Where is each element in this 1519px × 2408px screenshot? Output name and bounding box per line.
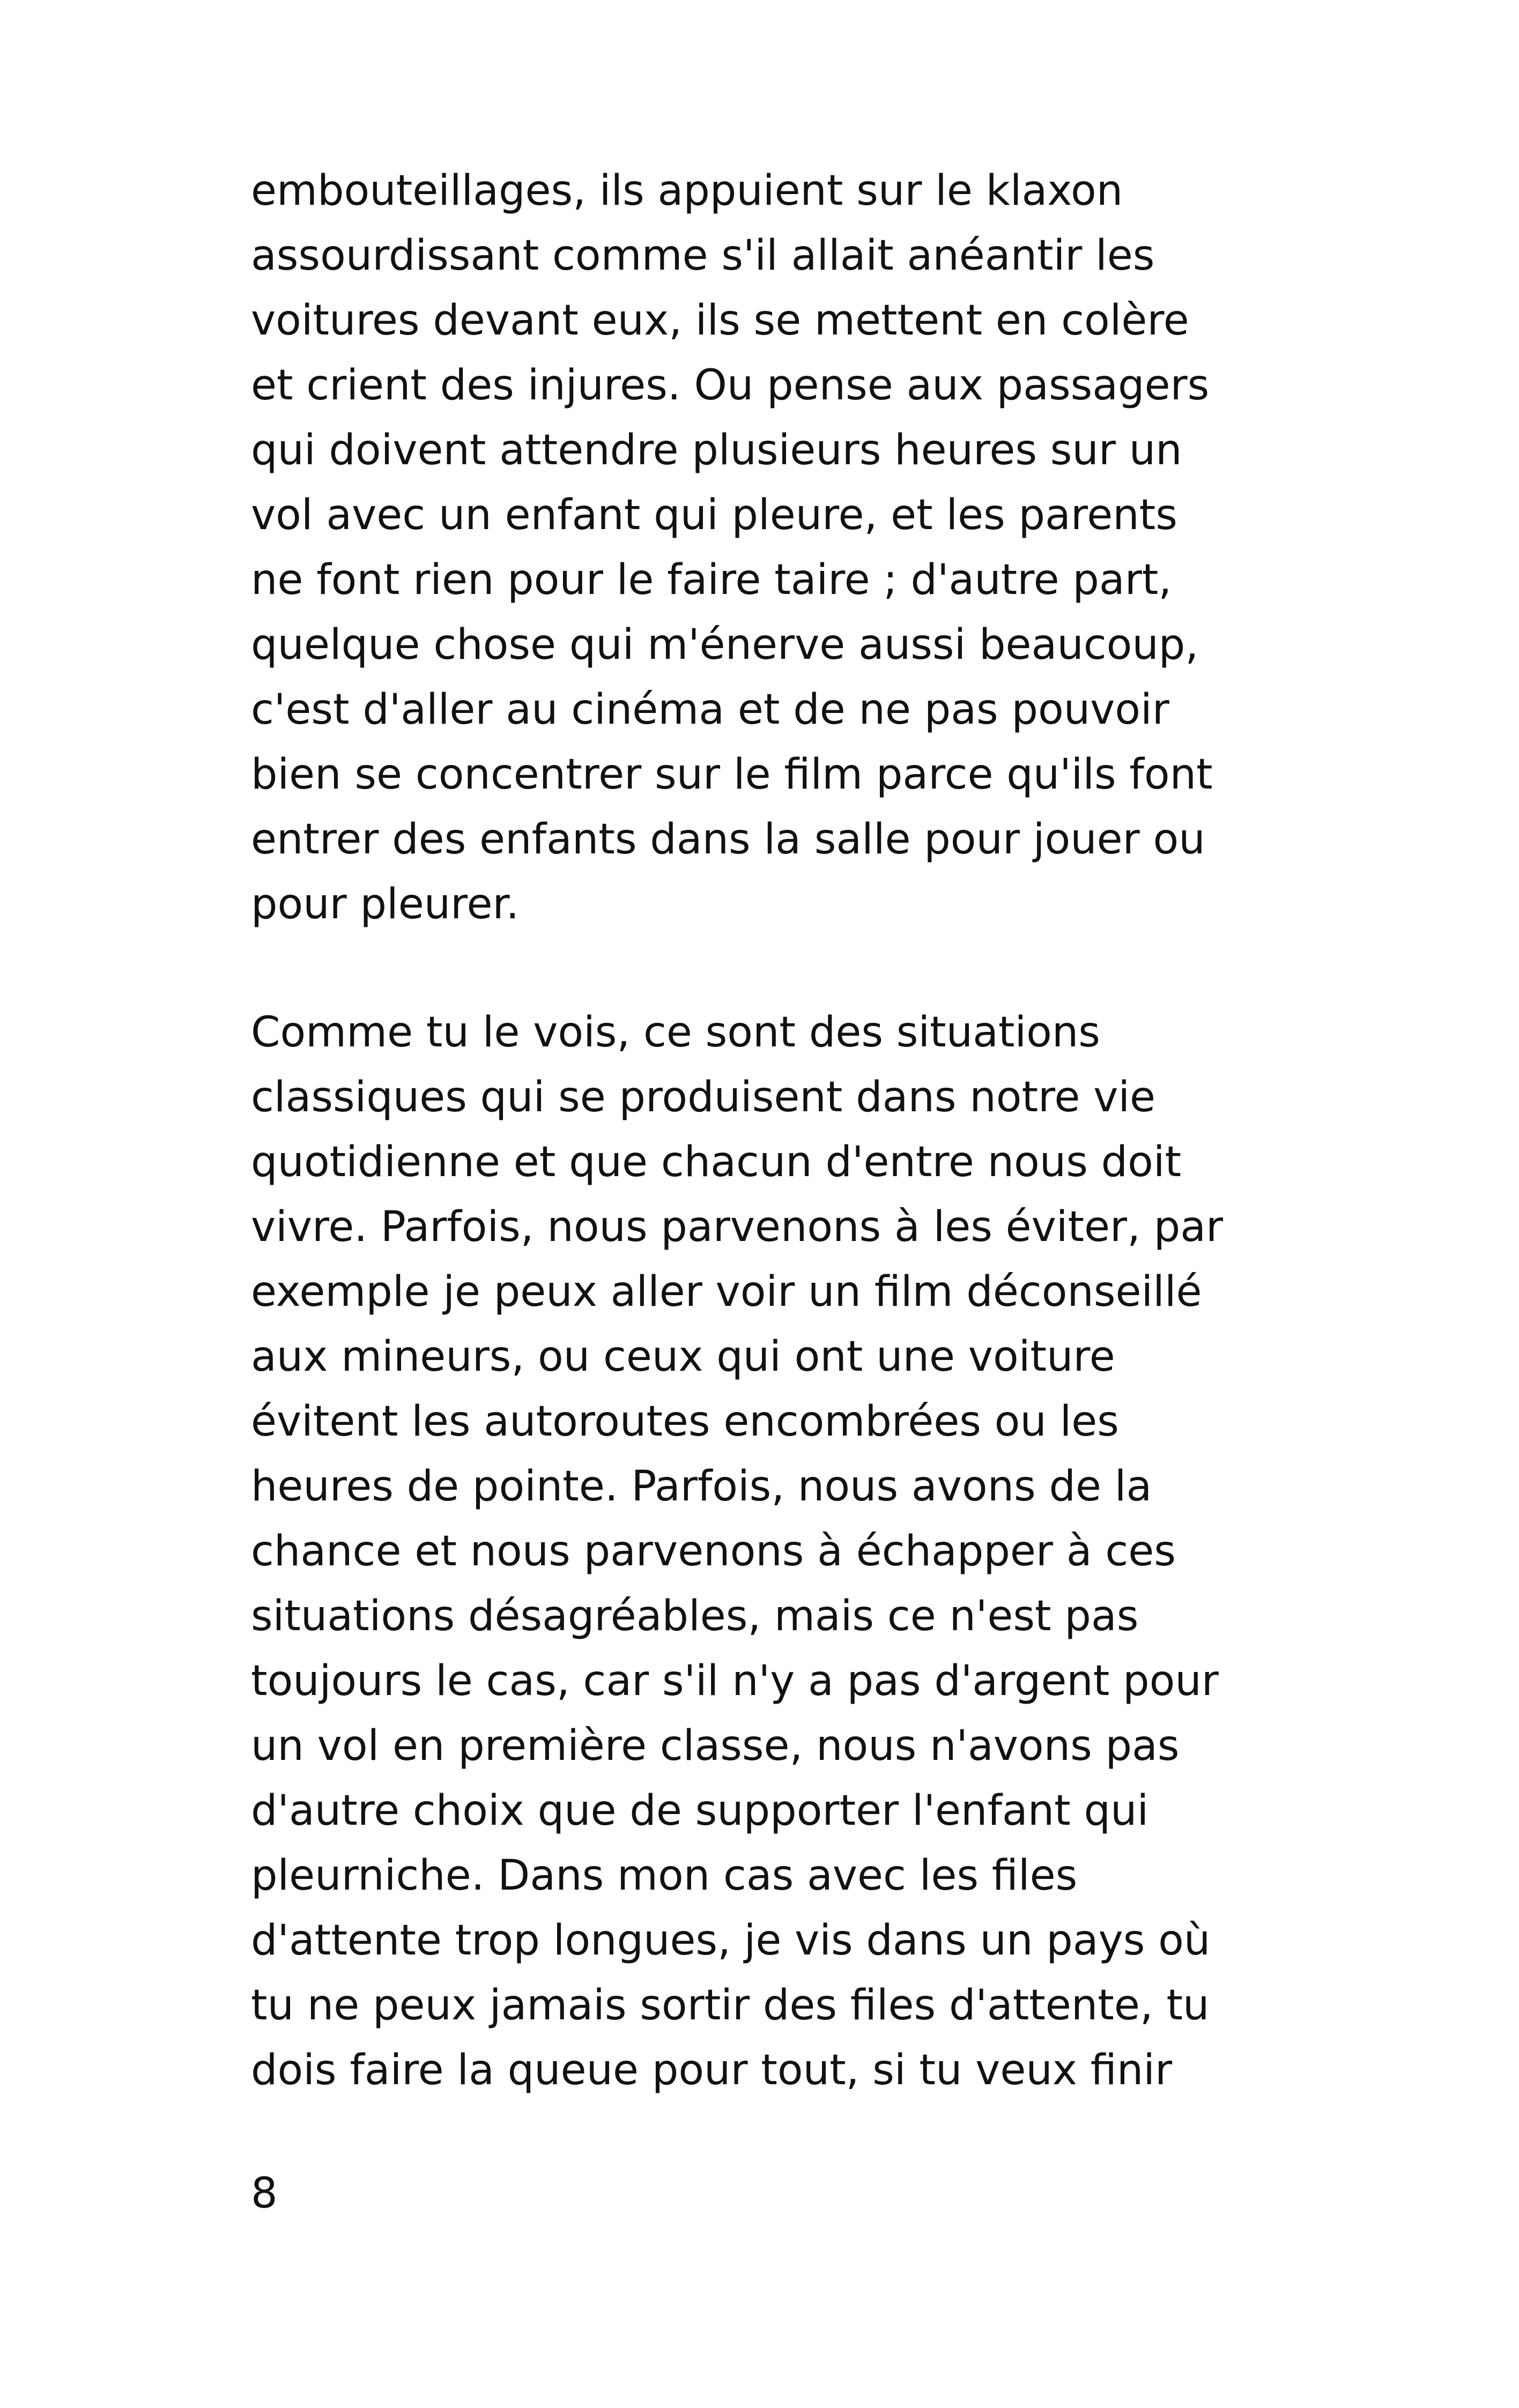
paragraph-line: toujours le cas, car s'il n'y a pas d'argent pour: [251, 1657, 1219, 1705]
paragraph-line: aux mineurs, ou ceux qui ont une voiture: [251, 1333, 1115, 1381]
paragraph-line: voitures devant eux, ils se mettent en colère: [251, 296, 1189, 345]
paragraph-line: exemple je peux aller voir un film déconseillé: [251, 1268, 1202, 1316]
paragraph-line: et crient des injures. Ou pense aux passagers: [251, 361, 1210, 410]
paragraph-line: heures de pointe. Parfois, nous avons de la: [251, 1462, 1152, 1511]
paragraph-line: évitent les autoroutes encombrées ou les: [251, 1398, 1119, 1446]
paragraph-line: quelque chose qui m'énerve aussi beaucoup,: [251, 621, 1199, 669]
paragraph-line: vol avec un enfant qui pleure, et les parents: [251, 491, 1177, 539]
paragraph-line: vivre. Parfois, nous parvenons à les éviter, par: [251, 1203, 1224, 1251]
paragraph-line: tu ne peux jamais sortir des files d'attente, tu: [251, 1981, 1210, 2030]
paragraph-line: dois faire la queue pour tout, si tu veux finir: [251, 2046, 1173, 2094]
paragraph-line: classiques qui se produisent dans notre vie: [251, 1073, 1156, 1121]
paragraph-line: ne font rien pour le faire taire ; d'autre part,: [251, 556, 1172, 604]
paragraph-line: d'autre choix que de supporter l'enfant qui: [251, 1787, 1149, 1835]
paragraph-line: bien se concentrer sur le film parce qu'ils font: [251, 750, 1213, 799]
page-number: 8: [251, 2169, 278, 2218]
paragraph-line: situations désagréables, mais ce n'est pas: [251, 1592, 1139, 1640]
paragraph-line: embouteillages, ils appuient sur le klaxon: [251, 167, 1123, 215]
paragraph-2: [251, 1000, 1302, 2103]
paragraph-line: Comme tu le vois, ce sont des situations: [251, 1008, 1100, 1057]
paragraph-1: [251, 159, 1302, 937]
paragraph-line: d'attente trop longues, je vis dans un pays où: [251, 1916, 1211, 1965]
paragraph-line: un vol en première classe, nous n'avons pas: [251, 1722, 1180, 1770]
paragraph-line: entrer des enfants dans la salle pour jouer ou: [251, 815, 1205, 864]
paragraph-line: assourdissant comme s'il allait anéantir les: [251, 232, 1155, 280]
paragraph-line: chance et nous parvenons à échapper à ces: [251, 1527, 1176, 1575]
paragraph-line: pour pleurer.: [251, 880, 520, 928]
paragraph-line: c'est d'aller au cinéma et de ne pas pouvoir: [251, 686, 1169, 734]
paragraph-line: pleurniche. Dans mon cas avec les files: [251, 1852, 1078, 1900]
paragraph-line: qui doivent attendre plusieurs heures sur un: [251, 426, 1182, 474]
paragraph-line: quotidienne et que chacun d'entre nous doit: [251, 1138, 1182, 1186]
